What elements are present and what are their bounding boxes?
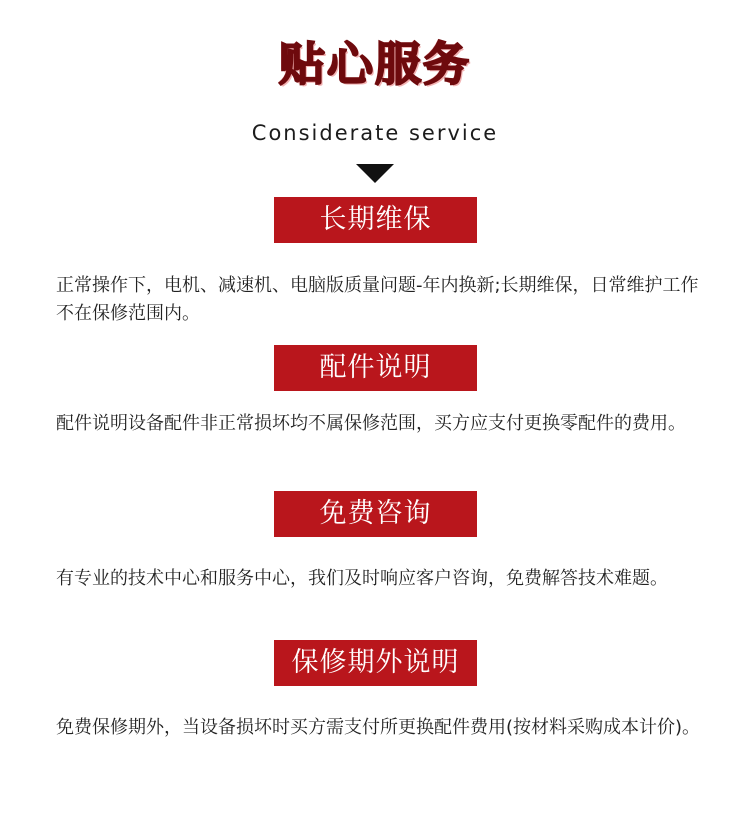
section-text-free-consultation: 有专业的技术中心和服务中心，我们及时响应客户咨询，免费解答技术难题。: [56, 568, 668, 589]
section-title-parts-description: 配件说明: [274, 345, 477, 391]
section-text-long-term-maintenance: 正常操作下，电机、减速机、电脑版质量问题-年内换新;长期维保，日常维护工作不在保修范围内。: [56, 275, 699, 324]
section-title-long-term-maintenance: 长期维保: [274, 197, 477, 243]
section-title-out-of-warranty: 保修期外说明: [274, 640, 477, 686]
page-title: 贴心服务: [279, 37, 471, 91]
section-text-out-of-warranty: 免费保修期外，当设备损坏时买方需支付所更换配件费用(按材料采购成本计价)。: [56, 717, 701, 738]
section-text-parts-description: 配件说明设备配件非正常损坏均不属保修范围，买方应支付更换零配件的费用。: [56, 413, 686, 434]
section-title-free-consultation: 免费咨询: [274, 491, 477, 537]
triangle-down-icon: [356, 164, 394, 183]
page-subtitle: Considerate service: [251, 121, 499, 145]
